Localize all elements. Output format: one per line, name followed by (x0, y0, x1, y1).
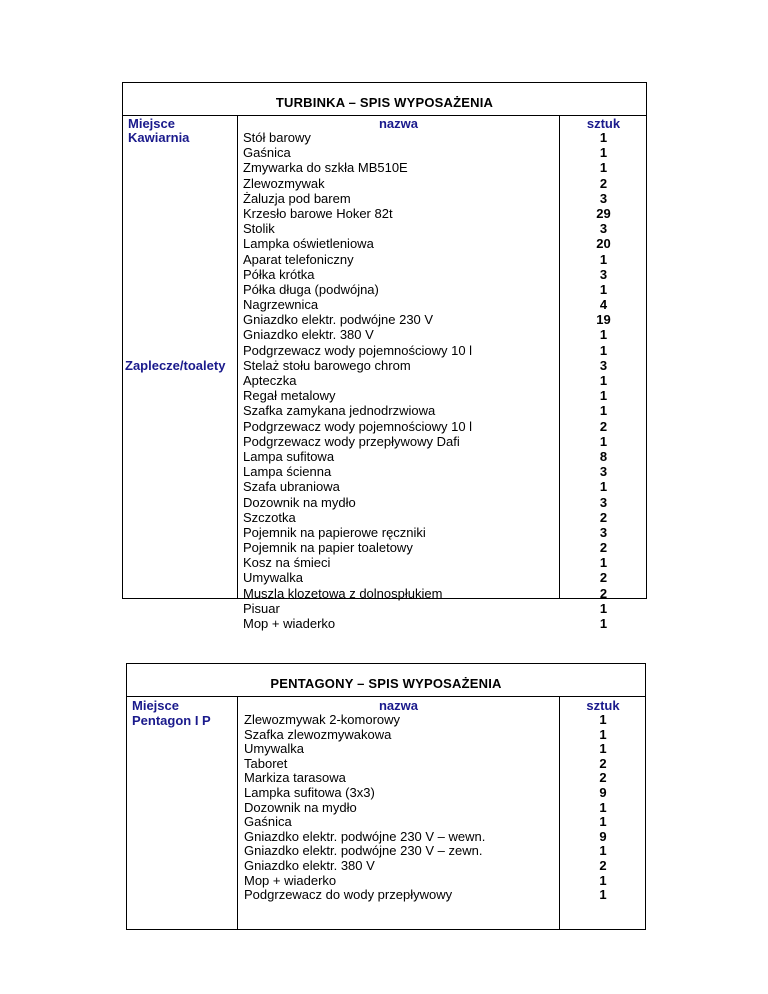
item-name: Zlewozmywak (243, 175, 325, 191)
item-name: Dozownik na mydło (244, 799, 357, 815)
item-qty: 1 (599, 145, 608, 161)
item-qty: 1 (599, 726, 607, 742)
item-name: Gniazdko elektr. podwójne 230 V (243, 312, 434, 328)
item-qty: 1 (599, 281, 608, 297)
item-name: Gaśnica (244, 814, 292, 830)
item-name: Szczotka (243, 509, 296, 525)
item-name: Gniazdko elektr. 380 V (244, 857, 375, 873)
item-qty: 1 (599, 555, 608, 571)
item-qty: 1 (599, 373, 608, 388)
item-name: Nagrzewnica (243, 297, 319, 313)
item-name: Pojemnik na papier toaletowy (243, 540, 413, 556)
item-qty: 1 (599, 479, 608, 495)
item-qty: 3 (599, 464, 608, 480)
item-name: Stelaż stołu barowego chrom (243, 357, 411, 373)
item-quantities (560, 713, 646, 903)
place-kawiarnia: Kawiarnia (128, 130, 190, 145)
item-qty: 3 (599, 190, 608, 206)
item-name: Lampa ścienna (243, 464, 332, 480)
item-name: Stół barowy (243, 130, 311, 145)
item-qty: 3 (599, 266, 608, 282)
item-qty: 29 (596, 205, 611, 221)
title-divider (127, 696, 645, 697)
item-qty: 4 (599, 297, 608, 313)
item-name: Mop + wiaderko (243, 616, 336, 631)
item-qty: 2 (599, 418, 608, 434)
header-name: nazwa (378, 698, 418, 713)
item-name: Stolik (243, 221, 275, 237)
header-name: nazwa (378, 116, 418, 131)
item-qty: 19 (596, 312, 611, 328)
item-name: Taboret (244, 755, 288, 771)
item-qty: 20 (596, 236, 611, 252)
header-place: Miejsce (132, 698, 179, 713)
item-qty: 3 (599, 221, 608, 237)
item-name: Dozownik na mydło (243, 494, 356, 510)
item-name: Kosz na śmieci (243, 555, 331, 571)
item-qty: 1 (599, 160, 608, 176)
item-name: Apteczka (243, 373, 297, 388)
item-qty: 1 (599, 130, 608, 145)
item-qty: 1 (599, 388, 608, 404)
header-qty: sztuk (586, 116, 621, 131)
turbinka-title: TURBINKA – SPIS WYPOSAŻENIA (275, 95, 494, 110)
column-divider (237, 696, 238, 929)
item-qty: 2 (599, 770, 607, 786)
item-name: Gniazdko elektr. 380 V (243, 327, 374, 343)
item-qty: 8 (599, 448, 608, 464)
item-name: Półka długa (podwójna) (243, 281, 379, 297)
item-name: Umywalka (244, 741, 304, 757)
item-qty: 9 (599, 828, 607, 844)
item-name: Żaluzja pod barem (243, 190, 351, 206)
item-name: Pisuar (243, 600, 280, 616)
item-name: Muszla klozetowa z dolnospłukiem (243, 585, 443, 601)
item-qty: 1 (599, 403, 608, 419)
item-name: Szafka zlewozmywakowa (244, 726, 392, 742)
item-name: Gaśnica (243, 145, 291, 161)
item-name: Podgrzewacz wody pojemnościowy 10 l (243, 418, 473, 434)
item-name: Podgrzewacz wody przepływowy Dafi (243, 433, 460, 449)
pentagony-title: PENTAGONY – SPIS WYPOSAŻENIA (270, 676, 502, 691)
item-qty: 1 (599, 600, 608, 616)
item-names (243, 130, 472, 631)
item-qty: 1 (599, 872, 607, 888)
item-name: Krzesło barowe Hoker 82t (243, 205, 393, 221)
item-name: Szafa ubraniowa (243, 479, 340, 495)
column-divider (237, 115, 238, 598)
item-qty: 1 (599, 887, 607, 903)
item-qty: 2 (599, 755, 607, 771)
place-pentagon: Pentagon I P (132, 713, 211, 728)
item-qty: 3 (599, 494, 608, 510)
pentagony-table (126, 663, 646, 930)
item-qty: 3 (599, 524, 608, 540)
place-zaplecze: Zaplecze/toalety (125, 358, 226, 373)
item-name: Szafka zamykana jednodrzwiowa (243, 403, 436, 419)
item-qty: 1 (599, 342, 608, 358)
item-qty: 1 (599, 712, 607, 727)
item-name: Podgrzewacz do wody przepływowy (244, 887, 453, 903)
item-qty: 2 (599, 175, 608, 191)
header-qty: sztuk (586, 698, 620, 713)
item-qty: 1 (599, 799, 607, 815)
item-qty: 2 (599, 570, 608, 586)
item-name: Zmywarka do szkła MB510E (243, 160, 408, 176)
item-qty: 1 (599, 433, 608, 449)
item-qty: 1 (599, 843, 607, 859)
item-name: Gniazdko elektr. podwójne 230 V – wewn. (244, 828, 486, 844)
item-name: Lampka oświetleniowa (243, 236, 374, 252)
item-qty: 3 (599, 357, 608, 373)
item-name: Podgrzewacz wody pojemnościowy 10 l (243, 342, 473, 358)
item-qty: 1 (599, 251, 608, 267)
item-qty: 1 (599, 741, 607, 757)
item-name: Lampka sufitowa (3x3) (244, 784, 375, 800)
item-qty: 2 (599, 509, 608, 525)
header-place: Miejsce (128, 116, 175, 131)
item-name: Markiza tarasowa (244, 770, 346, 786)
item-name: Gniazdko elektr. podwójne 230 V – zewn. (244, 843, 483, 859)
item-qty: 9 (599, 784, 607, 800)
item-name: Mop + wiaderko (244, 872, 337, 888)
item-qty: 1 (599, 616, 608, 631)
item-name: Umywalka (243, 570, 303, 586)
item-names (244, 713, 485, 903)
item-name: Pojemnik na papierowe ręczniki (243, 524, 426, 540)
turbinka-table (122, 82, 647, 631)
item-name: Zlewozmywak 2-komorowy (244, 712, 401, 727)
item-name: Aparat telefoniczny (243, 251, 354, 267)
item-quantities (560, 130, 647, 631)
item-qty: 2 (599, 585, 608, 601)
item-name: Lampa sufitowa (243, 448, 335, 464)
item-name: Regał metalowy (243, 388, 336, 404)
item-name: Półka krótka (243, 266, 315, 282)
item-qty: 1 (599, 814, 607, 830)
item-qty: 2 (599, 857, 607, 873)
item-qty: 1 (599, 327, 608, 343)
item-qty: 2 (599, 540, 608, 556)
